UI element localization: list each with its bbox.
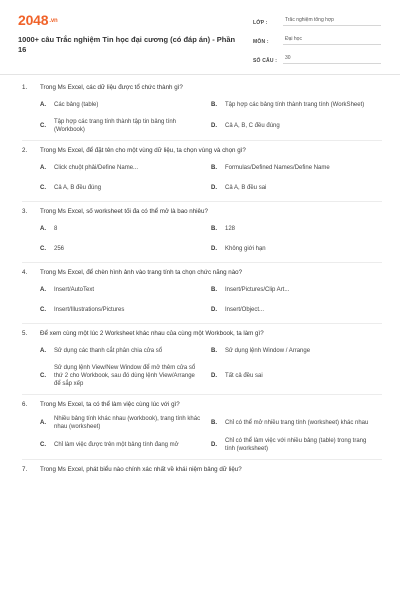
question-text-row (22, 84, 382, 92)
option-letter: A. (40, 348, 46, 354)
question-number: 7. (22, 466, 28, 473)
option-letter: B. (211, 420, 217, 426)
question-separator (22, 201, 382, 202)
question-text-row (22, 330, 382, 338)
option-text: Formulas/Defined Names/Define Name (225, 165, 330, 171)
option-text: Insert/Illustrations/Pictures (54, 307, 125, 313)
option-text: Không giới hạn (225, 246, 266, 252)
question-text-row (22, 269, 382, 277)
question-text: Trong Ms Excel, để đặt tên cho một vùng dữ liệu, ta chọn vùng và chọn gì? (40, 147, 246, 154)
option-letter: B. (211, 348, 217, 354)
question-separator (22, 323, 382, 324)
option-text: Nhiều bảng tính khác nhau (workbook), trang tính khác nhau (worksheet) (54, 416, 201, 430)
answer-option[interactable] (211, 364, 382, 388)
option-text: Các bảng (table) (54, 102, 99, 108)
answer-option[interactable] (211, 415, 382, 431)
mon-label: MÔN : (253, 39, 269, 45)
answer-option[interactable] (211, 437, 382, 453)
answer-option[interactable] (211, 303, 382, 317)
option-letter: B. (211, 102, 217, 108)
option-text: 8 (54, 226, 58, 232)
meta-row-lop (253, 14, 381, 26)
meta-row-mon (253, 33, 381, 45)
answer-option[interactable] (40, 98, 211, 112)
answer-option[interactable] (211, 344, 382, 358)
question-number: 1. (22, 84, 28, 91)
answer-option[interactable] (211, 98, 382, 112)
option-letter: C. (40, 185, 46, 191)
question-text-row (22, 147, 382, 155)
option-letter: D. (211, 373, 217, 379)
option-letter: C. (40, 123, 46, 129)
question-number: 2. (22, 147, 28, 154)
option-letter: D. (211, 442, 217, 448)
option-letter: A. (40, 102, 46, 108)
option-letter: A. (40, 226, 46, 232)
answer-option[interactable] (40, 344, 211, 358)
answer-option[interactable] (40, 437, 211, 453)
document-meta (253, 14, 381, 71)
question-number: 6. (22, 401, 28, 408)
question-item (0, 401, 400, 460)
option-text: Chỉ có thể mở nhiều trang tính (worksheet) khác nhau (225, 420, 369, 426)
option-text: Insert/AutoText (54, 287, 95, 293)
answer-option[interactable] (40, 415, 211, 431)
question-item (0, 208, 400, 263)
question-text: Trong Ms Excel, số worksheet tối đa có thể mở là bao nhiêu? (40, 208, 208, 215)
option-text: 256 (54, 246, 65, 252)
question-text-row (22, 401, 382, 409)
logo-suffix: .vn (49, 18, 58, 25)
question-separator (22, 394, 382, 395)
question-number: 4. (22, 269, 28, 276)
option-letter: A. (40, 165, 46, 171)
option-text: Insert/Object... (225, 307, 265, 313)
question-item (0, 84, 400, 141)
option-text: Tất cả đều sai (225, 373, 263, 379)
answer-option[interactable] (211, 118, 382, 134)
question-separator (22, 262, 382, 263)
option-letter: B. (211, 226, 217, 232)
option-letter: D. (211, 185, 217, 191)
question-text: Trong Ms Excel, phát biểu nào chính xác nhất về khái niệm bảng dữ liệu? (40, 466, 242, 473)
option-text: Chỉ có thể làm việc với nhiều bảng (table) trong trang tính (worksheet) (225, 438, 367, 452)
answer-option[interactable] (40, 303, 211, 317)
answer-option[interactable] (40, 118, 211, 134)
option-letter: C. (40, 373, 46, 379)
answer-option[interactable] (211, 242, 382, 256)
lop-value: Trắc nghiệm tổng hợp (283, 17, 381, 26)
socau-label: SỐ CÂU : (253, 58, 278, 64)
option-letter: C. (40, 307, 46, 313)
question-item (0, 269, 400, 324)
option-text: 128 (225, 226, 236, 232)
option-text: Cả A, B đều đúng (54, 185, 102, 191)
option-text: Cả A, B đều sai (225, 185, 267, 191)
question-text: Trong Ms Excel, các dữ liệu được tổ chức thành gì? (40, 84, 183, 91)
meta-row-socau (253, 52, 381, 64)
answer-option[interactable] (40, 283, 211, 297)
option-text: Tập hợp các bảng tính thành trang tính (WorkSheet) (225, 102, 365, 108)
option-text: Chỉ làm việc được trên một bảng tính đang mở (54, 442, 179, 448)
lop-label: LỚP : (253, 20, 268, 26)
option-letter: D. (211, 307, 217, 313)
option-letter: C. (40, 442, 46, 448)
answer-option[interactable] (40, 222, 211, 236)
option-text: Cả A, B, C đều đúng (225, 123, 280, 129)
option-letter: B. (211, 287, 217, 293)
option-text: Tập hợp các trang tính thành tập tin bảng tính (Workbook) (54, 119, 177, 133)
option-letter: A. (40, 287, 46, 293)
question-item (0, 147, 400, 202)
answer-options (22, 98, 382, 134)
answer-option[interactable] (211, 181, 382, 195)
question-text-row (22, 466, 382, 474)
option-text: Sử dụng các thanh cắt phân chia cửa sổ (54, 348, 163, 354)
answer-options (22, 344, 382, 388)
question-separator (22, 140, 382, 141)
answer-options (22, 222, 382, 256)
question-item (0, 466, 400, 474)
question-number: 3. (22, 208, 28, 215)
option-text: Insert/Pictures/Clip Art... (225, 287, 290, 293)
answer-option[interactable] (211, 161, 382, 175)
option-letter: D. (211, 123, 217, 129)
option-letter: D. (211, 246, 217, 252)
option-text: Click chuột phải/Define Name... (54, 165, 139, 171)
question-item (0, 330, 400, 395)
option-text: Sử dụng lệnh Window / Arrange (225, 348, 311, 354)
option-letter: B. (211, 165, 217, 171)
answer-options (22, 161, 382, 195)
question-number: 5. (22, 330, 28, 337)
question-text: Trong Ms Excel, để chèn hình ảnh vào trang tính ta chọn chức năng nào? (40, 269, 243, 276)
question-text-row (22, 208, 382, 216)
option-letter: C. (40, 246, 46, 252)
socau-value: 30 (283, 55, 381, 64)
answer-options (22, 283, 382, 317)
mon-value: Đại học (283, 36, 381, 45)
answer-option[interactable] (40, 161, 211, 175)
answer-option[interactable] (211, 222, 382, 236)
answer-options (22, 415, 382, 453)
logo-text: 2048 (18, 12, 49, 28)
question-text: Để xem cùng một lúc 2 Worksheet khác nhau của cùng một Workbook, ta làm gì? (40, 330, 264, 337)
page-header (0, 0, 400, 74)
question-list (0, 78, 400, 480)
document-title: 1000+ câu Trắc nghiệm Tin học đại cương (có đáp án) - Phần 16 (18, 35, 236, 55)
header-divider (0, 74, 400, 75)
answer-option[interactable] (211, 283, 382, 297)
option-text: Sử dụng lệnh View/New Window để mở thêm cửa sổ thứ 2 cho Workbook, sau đó dùng lệnh View/Arrange để sắp xếp (54, 365, 196, 387)
answer-option[interactable] (40, 181, 211, 195)
answer-option[interactable] (40, 242, 211, 256)
answer-option[interactable] (40, 364, 211, 388)
question-separator (22, 459, 382, 460)
option-letter: A. (40, 420, 46, 426)
question-text: Trong Ms Excel, ta có thể làm việc cùng lúc với gì? (40, 401, 180, 408)
